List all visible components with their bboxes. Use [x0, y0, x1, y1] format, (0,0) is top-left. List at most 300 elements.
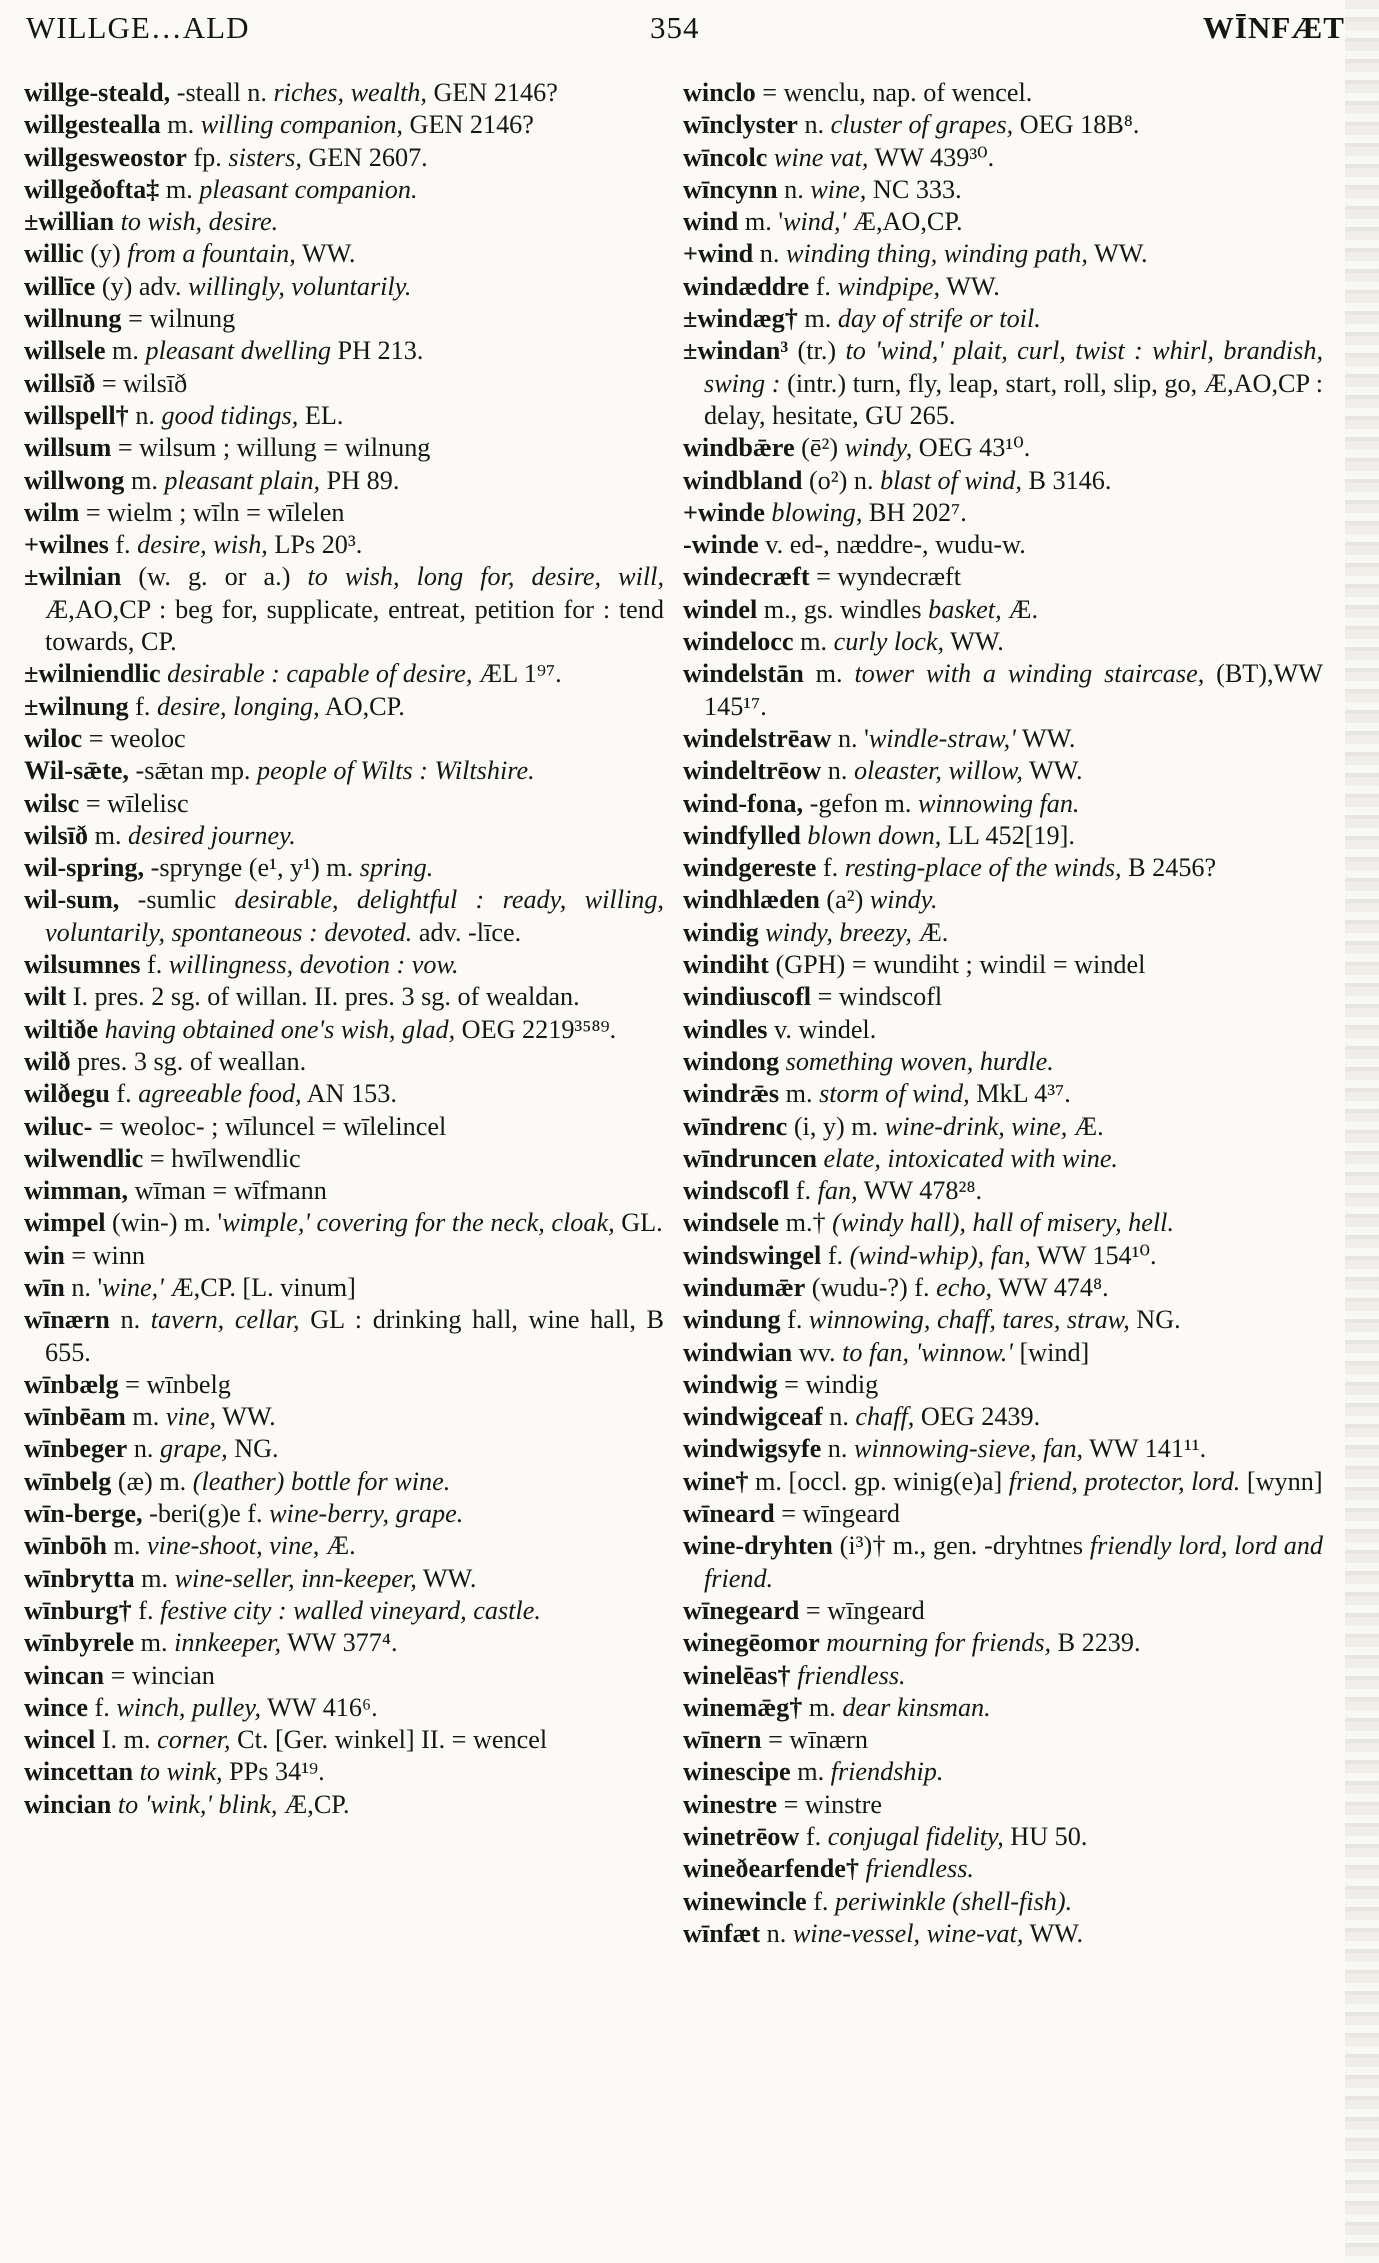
dictionary-entry [24, 1014, 664, 1046]
headword: willīce [24, 271, 96, 301]
entry-grammar: (æ) m. [111, 1466, 193, 1496]
entry-grammar: -steall n. [170, 78, 274, 107]
entry-grammar: pres. 3 sg. of weallan. [70, 1046, 307, 1076]
entry-definition: desire, longing, [157, 691, 320, 721]
dictionary-entry [683, 917, 1323, 949]
entry-grammar: f. [789, 1176, 818, 1206]
headword: wincan [24, 1660, 105, 1690]
entry-grammar: (GPH) = wundiht ; [768, 950, 980, 980]
entry-grammar: m. [occl. gp. winig(e)a] [748, 1466, 1009, 1496]
dictionary-entry [683, 1466, 1323, 1498]
entry-grammar: f. [809, 271, 838, 301]
entry-definition: wine,' [102, 1272, 164, 1302]
entry-definition: wine vat, [773, 142, 869, 172]
headword: wīndrenc [683, 1111, 788, 1141]
entry-grammar: m. [134, 1563, 175, 1593]
entry-definition: blowing, [771, 497, 863, 527]
headword: windig [683, 917, 759, 947]
entry-grammar: f. [140, 950, 169, 980]
page-header [26, 10, 1345, 56]
dictionary-entry [683, 1337, 1323, 1369]
entry-reference: LPs 20³. [267, 530, 363, 560]
entry-reference: BH 202⁷. [862, 497, 967, 527]
entry-definition: people of Wilts : Wiltshire. [257, 756, 535, 786]
entry-definition: chaff, [855, 1402, 915, 1432]
entry-definition: periwinkle (shell-fish). [835, 1886, 1073, 1916]
dictionary-entry [683, 497, 1323, 529]
dictionary-entry [683, 1821, 1323, 1853]
entry-definition: windpipe, [837, 271, 941, 301]
entry-definition: curly lock, [833, 627, 945, 657]
dictionary-entry [683, 949, 1323, 981]
dictionary-entry [683, 1756, 1323, 1788]
dictionary-entry [24, 981, 664, 1013]
dictionary-entry [683, 561, 1323, 593]
headword: winegēomor [683, 1628, 820, 1658]
entry-grammar: fp. [186, 142, 229, 172]
headword: wilt [24, 982, 67, 1012]
headword: windung [683, 1305, 781, 1335]
entry-definition: tower with a winding staircase, [854, 659, 1205, 689]
entry-reference: Æ,AO,CP. [846, 207, 963, 237]
entry-reference: Æ,AO,CP : beg for, supplicate, entreat, petition for : tend towards, CP. [45, 594, 664, 657]
entry-definition: blast of wind, [880, 465, 1022, 495]
entry-reference: GL : drinking hall, wine hall, B 655. [45, 1305, 664, 1367]
dictionary-entry [24, 238, 664, 270]
entry-grammar: (o²) n. [802, 465, 881, 495]
entry-reference: WW. [416, 1563, 477, 1593]
headword: willgestealla [24, 110, 161, 140]
entry-reference: MkL 4³⁷. [969, 1079, 1071, 1109]
dictionary-entry [24, 820, 664, 852]
dictionary-entry [24, 561, 664, 658]
entry-definition: to 'wind,' plait, curl, twist : whirl, brandish, swing : [704, 336, 1323, 398]
entry-reference: GEN 2607. [301, 142, 428, 172]
dictionary-entry [24, 852, 664, 884]
entry-definition: pleasant dwelling [145, 336, 331, 366]
entry-definition: basket, [928, 594, 1002, 624]
entry-definition: desirable, delightful : ready, willing, voluntarily, spontaneous : devoted. [45, 885, 664, 947]
entry-reference: GL. [614, 1208, 663, 1238]
entry-grammar: n. [760, 1918, 793, 1948]
dictionary-entry [24, 271, 664, 303]
entry-definition: to 'wink,' blink, [117, 1789, 278, 1819]
headword: wīnbōh [24, 1531, 107, 1561]
entry-grammar: n. [127, 1434, 161, 1464]
entry-grammar: m. [797, 304, 838, 334]
entry-grammar: = weoloc- ; [92, 1111, 225, 1141]
dictionary-entry [24, 949, 664, 981]
dictionary-entry [24, 1175, 664, 1207]
entry-grammar: f. [88, 1692, 117, 1722]
dictionary-entry [24, 109, 664, 141]
entry-definition: winding thing, winding path, [785, 239, 1088, 269]
entry-definition: wimple,' covering for the neck, cloak, [222, 1208, 615, 1238]
entry-grammar: f. [799, 1822, 828, 1852]
entry-definition: fan, [817, 1176, 858, 1206]
entry-reference: wīln = wīlelen [192, 497, 345, 527]
entry-grammar: -gefon m. [803, 788, 918, 818]
entry-definition: from a fountain, [127, 239, 296, 269]
headword: willge-steald, [24, 78, 171, 107]
headword: wīnbyrele [24, 1628, 135, 1658]
entry-grammar: m. [802, 1692, 843, 1722]
entry-definition: to wink, [139, 1757, 223, 1787]
entry-reference: B 2456? [1121, 853, 1217, 883]
headword: wind [683, 207, 739, 237]
headword: wīnegeard [683, 1595, 800, 1625]
running-head-left: WILLGE…ALD [26, 10, 250, 45]
entry-grammar: = winstre [777, 1789, 883, 1819]
dictionary-entry [24, 1433, 664, 1465]
entry-reference: wīluncel = wīlelincel [224, 1111, 447, 1141]
headword: Wil-sǣte, [24, 756, 129, 786]
entry-grammar: -beri(g)e f. [142, 1499, 270, 1529]
dictionary-entry [24, 465, 664, 497]
dictionary-entry [24, 788, 664, 820]
entry-reference: Æ. [1067, 1111, 1104, 1141]
dictionary-entry [683, 271, 1323, 303]
headword: ±windan³ [683, 336, 789, 366]
dictionary-entry [24, 1498, 664, 1530]
headword: windbǣre [683, 433, 795, 463]
headword: windswingel [683, 1240, 822, 1270]
headword: wine-dryhten [683, 1531, 833, 1561]
headword: wīnern [683, 1725, 762, 1755]
dictionary-entry [24, 368, 664, 400]
dictionary-entry [24, 691, 664, 723]
entry-definition: mourning for friends, [826, 1628, 1052, 1658]
dictionary-entry [24, 1595, 664, 1627]
dictionary-entry [683, 1175, 1323, 1207]
entry-definition: friendship. [830, 1757, 944, 1787]
headword: windwig [683, 1369, 778, 1399]
entry-grammar: m. [125, 1402, 166, 1432]
entry-reference: WW 478²⁸. [857, 1176, 983, 1206]
dictionary-entry [24, 658, 664, 690]
dictionary-entry [683, 1401, 1323, 1433]
entry-definition: (windy hall), hall of misery, hell. [832, 1208, 1174, 1238]
dictionary-entry [683, 1014, 1323, 1046]
entry-grammar: m. [779, 1079, 820, 1109]
entry-reference: adv. -līce. [412, 917, 522, 947]
entry-grammar: (ē²) [794, 433, 845, 463]
entry-definition: wine-berry, grape. [269, 1499, 464, 1529]
headword: winescipe [683, 1757, 791, 1787]
dictionary-entry [24, 1304, 664, 1369]
entry-reference: PH 89. [320, 465, 400, 495]
entry-reference: Æ,CP. [277, 1789, 350, 1819]
entry-definition: willingness, devotion : vow. [168, 950, 459, 980]
entry-definition: friendly lord, lord and friend. [704, 1531, 1323, 1593]
entry-definition: pleasant plain, [164, 465, 321, 495]
dictionary-entry [683, 1595, 1323, 1627]
entry-grammar: = weoloc [82, 723, 186, 753]
headword: windsele [683, 1208, 780, 1238]
entry-definition: grape, [160, 1434, 228, 1464]
entry-reference: (BT),WW 145¹⁷. [704, 659, 1323, 721]
dictionary-entry [683, 529, 1323, 561]
entry-definition: wine-drink, wine, [884, 1111, 1068, 1141]
dictionary-entry [683, 820, 1323, 852]
headword: wilð [24, 1046, 71, 1076]
dictionary-entry [24, 529, 664, 561]
entry-grammar: f. [816, 853, 845, 883]
dictionary-entry [24, 303, 664, 335]
entry-grammar: n. [753, 239, 786, 269]
entry-grammar: f. [108, 530, 138, 560]
entry-reference: WW. [1022, 756, 1083, 786]
entry-definition: wind,' [783, 207, 847, 237]
dictionary-entry [683, 1240, 1323, 1272]
dictionary-entry [24, 755, 664, 787]
dictionary-entry [24, 1401, 664, 1433]
dictionary-entry [24, 1530, 664, 1562]
dictionary-entry [24, 1111, 664, 1143]
dictionary-entry [24, 1466, 664, 1498]
entry-definition: to fan, 'winnow.' [842, 1337, 1013, 1367]
dictionary-entry [683, 1918, 1323, 1950]
entry-reference: HU 50. [1003, 1822, 1088, 1852]
dictionary-entry [683, 852, 1323, 884]
entry-grammar: = windig [777, 1369, 879, 1399]
headword: ±windæg† [683, 304, 798, 334]
entry-reference: WW 141¹¹. [1083, 1434, 1207, 1464]
dictionary-entry [683, 109, 1323, 141]
entry-grammar: f. [821, 1240, 850, 1270]
headword: win [24, 1240, 65, 1270]
entry-reference: GEN 2146? [402, 110, 534, 140]
headword: windeltrēow [683, 756, 822, 786]
page-number: 354 [650, 10, 700, 45]
entry-grammar: m. [790, 1757, 831, 1787]
entry-reference: AN 153. [301, 1079, 397, 1109]
headword: wīnbēam [24, 1402, 126, 1432]
entry-grammar: (tr.) [788, 336, 846, 366]
entry-reference: WW. [216, 1402, 276, 1432]
entry-reference: EL. [298, 400, 344, 430]
entry-reference: NG. [227, 1434, 279, 1464]
dictionary-entry [24, 1627, 664, 1659]
dictionary-entry [24, 723, 664, 755]
entry-definition: winch, pulley, [116, 1692, 262, 1722]
entry-definition: windy, [844, 433, 913, 463]
entry-grammar: m. [105, 336, 146, 366]
entry-reference: B 3146. [1021, 465, 1112, 495]
dictionary-entry [683, 1078, 1323, 1110]
entry-definition: to wish, desire. [120, 207, 279, 237]
headword: winestre [683, 1789, 778, 1819]
entry-reference: WW. [295, 239, 356, 269]
headword: wiluc- [24, 1111, 93, 1141]
headword: +winde [683, 497, 765, 527]
entry-grammar: = wilsum ; [111, 433, 237, 463]
entry-definition: windy. [869, 885, 938, 915]
entry-definition: good tidings, [161, 400, 299, 430]
headword: wīneard [683, 1499, 775, 1529]
dictionary-entry [683, 1498, 1323, 1530]
dictionary-entry [683, 884, 1323, 916]
headword: wilsc [24, 788, 80, 818]
headword: wineðearfende† [683, 1854, 859, 1884]
headword: ±willian [24, 207, 115, 237]
dictionary-entry [683, 1143, 1323, 1175]
entry-grammar: m. [88, 820, 129, 850]
entry-grammar: I. pres. 2 sg. of willan. [66, 982, 315, 1012]
dictionary-entry [24, 335, 664, 367]
entry-grammar: (wudu-?) f. [805, 1272, 937, 1302]
entry-grammar: n. ' [831, 723, 869, 753]
entry-reference: GEN 2146? [426, 78, 558, 107]
dictionary-entry [24, 1369, 664, 1401]
headword: winelēas† [683, 1660, 791, 1690]
entry-reference: OEG 2439. [914, 1402, 1041, 1432]
entry-grammar: m. [106, 1531, 147, 1561]
entry-reference: [wynn] [1240, 1466, 1323, 1496]
headword: willspell† [24, 400, 129, 430]
scan-edge [1345, 0, 1379, 2263]
entry-reference: Æ. [319, 1531, 356, 1561]
entry-definition: innkeeper, [174, 1628, 281, 1658]
headword: willsīð [24, 368, 96, 398]
entry-reference: OEG 2219³⁵⁸⁹. [455, 1014, 617, 1044]
dictionary-entry [683, 303, 1323, 335]
dictionary-entry [683, 1789, 1323, 1821]
entry-grammar: m. [793, 627, 834, 657]
headword: wīnbrytta [24, 1563, 135, 1593]
dictionary-entry [683, 465, 1323, 497]
entry-definition: winnowing fan. [917, 788, 1080, 818]
entry-definition: friendless. [797, 1660, 906, 1690]
dictionary-entry [24, 206, 664, 238]
headword: windelstān [683, 659, 804, 689]
headword: willwong [24, 465, 125, 495]
headword: wincian [24, 1789, 112, 1819]
entry-grammar: wv. [792, 1337, 843, 1367]
entry-definition: windle-straw,' [868, 723, 1016, 753]
entry-grammar: = wīlelisc [79, 788, 189, 818]
dictionary-entry [683, 1853, 1323, 1885]
entry-grammar: = wilnung [121, 304, 236, 334]
headword: windrǣs [683, 1079, 780, 1109]
headword: wincettan [24, 1757, 134, 1787]
entry-reference: windil = windel [979, 950, 1146, 980]
headword: wil-spring, [24, 853, 145, 883]
entry-reference: PPs 34¹⁹. [222, 1757, 325, 1787]
entry-grammar: -sǣtan mp. [128, 756, 258, 786]
headword: wilsumnes [24, 950, 141, 980]
entry-grammar: f. [128, 691, 157, 721]
headword: wimpel [24, 1208, 106, 1238]
dictionary-entry [683, 723, 1323, 755]
entry-definition: pleasant companion. [199, 174, 418, 204]
dictionary-entry [683, 238, 1323, 270]
headword: wilm [24, 497, 80, 527]
headword: windfylled [683, 820, 801, 850]
entry-reference: WW 439³⁰. [868, 142, 995, 172]
headword: wīncynn [683, 174, 778, 204]
dictionary-entry [24, 1046, 664, 1078]
entry-reference: Æ,CP. [L. vinum] [163, 1272, 356, 1302]
entry-definition: (wind-whip), fan, [849, 1240, 1031, 1270]
headword: wīnburg† [24, 1595, 132, 1625]
dictionary-entry [683, 432, 1323, 464]
dictionary-entry [24, 1078, 664, 1110]
headword: wiltiðe [24, 1014, 99, 1044]
headword: windumǣr [683, 1272, 806, 1302]
entry-reference: Æ. [1001, 594, 1039, 624]
entry-grammar: wīman = wīfmann [128, 1176, 327, 1206]
entry-definition: vine-shoot, vine, [147, 1531, 320, 1561]
entry-grammar: m. [160, 110, 201, 140]
entry-definition: something woven, hurdle. [785, 1046, 1054, 1076]
running-head-right: WĪNFÆT [1202, 10, 1345, 45]
entry-definition: agreeable food, [138, 1079, 302, 1109]
headword: wince [24, 1692, 88, 1722]
dictionary-entry [683, 1369, 1323, 1401]
entry-grammar: n. [822, 1402, 856, 1432]
headword: windiht [683, 950, 769, 980]
entry-reference: WW. [1087, 239, 1148, 269]
entry-grammar: f. [806, 1886, 836, 1916]
headword: wīnærn [24, 1305, 110, 1335]
entry-reference: willung = wilnung [236, 433, 431, 463]
entry-definition: wine-vessel, wine-vat, [792, 1918, 1024, 1948]
entry-reference: OEG 43¹⁰. [912, 433, 1031, 463]
headword: ±wilnung [24, 691, 129, 721]
dictionary-entry [683, 1530, 1323, 1595]
entry-definition: winnowing, chaff, tares, straw, [808, 1305, 1130, 1335]
right-column [683, 77, 1323, 1950]
entry-grammar: n. [821, 1434, 854, 1464]
entry-definition: sisters, [228, 142, 302, 172]
dictionary-entry [24, 1724, 664, 1756]
entry-definition: riches, wealth, [273, 78, 427, 107]
headword: +wind [683, 239, 754, 269]
entry-definition: conjugal fidelity, [827, 1822, 1004, 1852]
entry-definition: windy, breezy, [765, 917, 912, 947]
entry-definition: wine, [810, 174, 867, 204]
entry-grammar: v. windel. [767, 1014, 877, 1044]
entry-grammar: m. [159, 174, 200, 204]
entry-definition: tavern, cellar, [150, 1305, 300, 1335]
entry-definition: blown down, [807, 820, 942, 850]
dictionary-entry [683, 1433, 1323, 1465]
headword: windel [683, 594, 758, 624]
entry-reference: WW. [1015, 723, 1076, 753]
entry-grammar: -sprynge (e¹, y¹) m. [144, 853, 360, 883]
entry-definition: resting-place of the winds, [844, 853, 1122, 883]
dictionary-entry [24, 1143, 664, 1175]
entry-grammar: = wīnbelg [118, 1369, 231, 1399]
headword: wīnbælg [24, 1369, 119, 1399]
headword: wil-sum, [24, 885, 120, 915]
entry-reference: WW 416⁶. [261, 1692, 378, 1722]
dictionary-entry [24, 1660, 664, 1692]
headword: windgereste [683, 853, 817, 883]
dictionary-entry [683, 788, 1323, 820]
headword: willnung [24, 304, 122, 334]
headword: windles [683, 1014, 768, 1044]
headword: windwigceaf [683, 1402, 823, 1432]
headword: willgesweostor [24, 142, 187, 172]
entry-definition: wine-seller, inn-keeper, [174, 1563, 417, 1593]
headword: wind-fona, [683, 788, 804, 818]
entry-reference: II. pres. 3 sg. of wealdan. [314, 982, 580, 1012]
dictionary-entry [683, 77, 1323, 109]
dictionary-entry [24, 432, 664, 464]
entry-reference: AO,CP. [319, 691, 405, 721]
